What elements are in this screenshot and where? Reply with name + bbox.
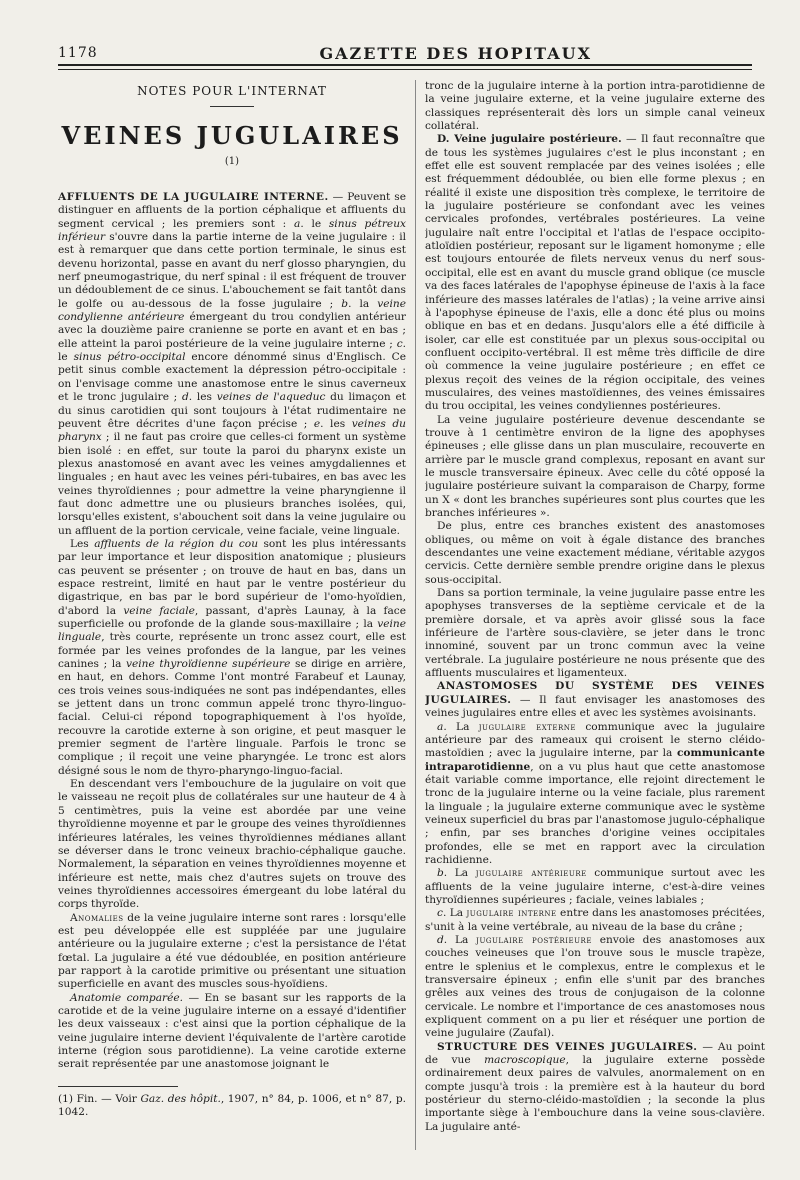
text-run: d bbox=[437, 934, 444, 946]
text-run: , passant, d'après Launay, à la face superficielle ou profonde de la glande sous-maxillaire ; la bbox=[58, 604, 406, 630]
paragraph-anatomie-comparee bbox=[58, 992, 406, 1072]
text-run: jugulaire interne bbox=[466, 907, 557, 920]
paragraph-anastomose-a bbox=[425, 721, 765, 868]
text-run: — Au point de vue bbox=[425, 1040, 765, 1067]
text-run: . le bbox=[300, 217, 329, 230]
journal-title: GAZETTE DES HOPITAUX bbox=[319, 43, 592, 63]
title-rule bbox=[210, 106, 254, 107]
paragraph-embouchure: En descendant vers l'embouchure de la jugulaire on voit que le vaisseau ne reçoit plus de collatérales sur une hauteur de 4 à 5 centimètres, puis la veine est abordée par une veine thyroïdienne moyenne et par le groupe des veines thyroïdiennes inférieures latérales, les veines thyroïdiennes médianes allant se déverser dans le tronc veineux brachio-céphalique gauche. Normalement, la séparation en veines thyroïdiennes moyenne et inférieure est nette, mais chez d'autres sujets on trouve des veines thyroïdiennes accessoires émergeant du lobe latéral du corps thyroïde. bbox=[58, 778, 406, 911]
paragraph-structure bbox=[425, 1041, 765, 1134]
text-run: jugulaire antérieure bbox=[475, 867, 587, 880]
text-run: — En se basant sur les rapports de la carotide et de la veine jugulaire interne on a essayé d'identifier les deux vaisseaux : c'est ainsi que la portion céphalique de la veine jugulaire interne devient l'équivalente de l'artère carotide interne (région sous parotidienne). La veine carotide externe serait représentée par une anastomose joignant le bbox=[58, 991, 406, 1071]
text-run: . La bbox=[443, 720, 479, 733]
left-column bbox=[58, 80, 406, 1160]
paragraph-portion-terminale: Dans sa portion terminale, la veine jugulaire passe entre les apophyses transverses de la septième cervicale et de la première dorsale, et va après avoir glissé sous la face inférieure de l'artère sous-clavière, se jeter dans le tronc innominé, souvent par un tronc commun avec la veine vertébrale. La jugulaire postérieure ne nous présente que des affluents musculaires et ligamenteux. bbox=[425, 587, 765, 680]
text-run: veines du pharynx bbox=[58, 417, 406, 444]
text-run: encore dénommé sinus d'Englisch. Ce petit sinus comble exactement la dépression pétro-occipitale : on l'envisage comme une anastomose entre le sinus caverneux et le tronc jugulaire ; bbox=[58, 351, 406, 404]
text-run: (1) Fin. — Voir bbox=[58, 1092, 141, 1105]
text-run: envoie des anastomoses aux couches veineuses que l'on trouve sous le muscle trapèze, entre le splenius et le complexus, entre le complexus et le transversaire épineux ; enfin elle s'unit par des branches grêles aux veines des trous de conjugaison de la colonne cervicale. Le nombre et l'importance de ces anastomoses nous expliquent comment on a pu lier et réséquer une portion de veine jugulaire (Zaufal). bbox=[425, 934, 765, 1040]
text-run: veine linguale bbox=[58, 618, 406, 644]
paragraph-affluents-cou bbox=[58, 538, 406, 778]
text-run: . La bbox=[443, 934, 477, 946]
text-run: se dirige en arrière, en haut, en dehors. Comme l'ont montré Farabeuf et Launay, ces trois veines sous-indiquées ne sont pas indépendantes, elles se jettent dans un tronc commun appelé tronc thyro-linguo-facial. Celui-ci répond topographiquement à l'os hyoïde, recouvre la carotide externe à son origine, et peut masquer le premier segment de l'artère linguale. Parfois le tronc se complique ; il reçoit une veine pharyngée. Le tronc est alors désigné sous le nom de thyro-pharyngo-linguo-facial. bbox=[58, 658, 406, 777]
text-run: . la bbox=[348, 297, 378, 310]
text-run: veine thyroïdienne supérieure bbox=[126, 658, 291, 671]
text-run: de la veine jugulaire interne sont rares : lorsqu'elle est peu développée elle est suppléée par une jugulaire antérieure ou la jugulaire externe ; c'est la persistance de l'état fœtal. La jugulaire a été vue dédoublée, en position antérieure par rapport à la carotide primitive ou présentant une situation superficielle en avant des muscles sous-hyoïdiens. bbox=[58, 911, 406, 991]
text-run: e bbox=[313, 417, 321, 430]
paragraph-jugulaire-posterieure bbox=[425, 133, 765, 413]
text-run: macroscopique bbox=[484, 1054, 566, 1067]
text-run: sinus pétro-occipital bbox=[73, 351, 186, 364]
section-heading: STRUCTURE DES VEINES JUGULAIRES. bbox=[437, 1040, 698, 1053]
subheading-anatomie-comparee: Anatomie comparée. bbox=[70, 991, 183, 1004]
title-footnote-marker: (1) bbox=[224, 156, 240, 167]
paragraph-anastomose-c bbox=[425, 907, 765, 934]
text-run: affluents de la région du cou bbox=[94, 537, 259, 550]
paragraph-anastomoses bbox=[425, 680, 765, 720]
text-run: sont les plus intéressants par leur importance et leur disposition anatomique ; plusieurs cas peuvent se présenter ; on trouve de haut en bas, dans un espace restreint, limité en haut par le ventre postérieur du digastrique, en bas par le bord supérieur de l'omo-hyoïdien, d'abord la bbox=[58, 537, 406, 617]
text-run: Gaz. des hôpit. bbox=[140, 1092, 221, 1105]
text-run: a bbox=[437, 720, 444, 733]
paragraph-anastomose-b bbox=[425, 867, 765, 907]
paragraph-affluents-jugulaire-interne bbox=[58, 191, 406, 538]
text-run: ; il ne faut pas croire que celles-ci forment un système bien isolé : en effet, sur toute la paroi du pharynx existe un plexus anastomosé en avant avec les veines amygdaliennes et linguales ; en haut avec les veines péri-tubaires, en bas avec les veines thyroïdiennes ; pour admettre la veine pharyngienne il faut donc admettre une ou plusieurs branches isolées, qui, lorsqu'elles existent, s'abouchent soit dans la veine jugulaire ou un affluent de la portion cervicale, veine faciale, veine linguale. bbox=[58, 431, 406, 537]
text-run: d bbox=[181, 391, 189, 404]
text-run: jugulaire externe bbox=[478, 720, 576, 733]
paragraph-anomalies bbox=[58, 912, 406, 992]
text-run: . le bbox=[58, 337, 406, 364]
paragraph-continuation: tronc de la jugulaire interne à la portion intra-parotidienne de la veine jugulaire externe, et la veine jugulaire externe des classiques représenterait dès lors un simple canal veineux collatéral. bbox=[425, 80, 765, 133]
column-divider bbox=[415, 80, 416, 1150]
text-run: — Peuvent se distinguer en affluents de la portion céphalique et affluents du segment cervical ; les premiers sont : bbox=[58, 191, 406, 230]
text-run: c bbox=[396, 337, 403, 350]
paragraph-anastomose-d bbox=[425, 934, 765, 1041]
text-run: . La bbox=[442, 907, 467, 920]
text-run: du limaçon et du sinus carotidien qui sont toujours à l'état rudimentaire ne peuvent être décrites d'une façon précise ; bbox=[58, 391, 406, 430]
text-run: Les bbox=[70, 537, 95, 550]
text-run: . La bbox=[443, 867, 476, 880]
text-run: émergeant du trou condylien antérieur avec la douzième paire cranienne se porte en avant et en bas ; elle atteint la paroi postérieure de la veine jugulaire interne ; bbox=[58, 311, 406, 350]
text-run: — Il faut envisager les anastomoses des veines jugulaires entre elles et avec les systèmes avoisinants. bbox=[425, 693, 765, 720]
text-run: — Il faut reconnaître que de tous les systèmes jugulaires c'est le plus inconstant ; en effet elle est souvent remplacée par des veines isolées ; elle est fréquemment dédoublée, ou bien elle forme plexus ; en réalité il existe une disposition très complexe, le territoire de la jugulaire postérieure se confondant avec les veines cervicales profondes, vertébrales postérieures. La veine jugulaire naît entre l'occipital et l'atlas de l'espace occipito-atloïdien postérieur, reposant sur le ligament homonyme ; elle est toujours entourée de filets nerveux venus du nerf sous-occipital, elle est en avant du muscle grand oblique (ce muscle va des faces latérales de l'apophyse épineuse de l'axis à la face inférieure des masses latérales de l'atlas) ; la veine arrive ainsi à l'apophyse épineuse de l'axis, elle a donc été plus ou moins oblique en bas et en dedans. Jusqu'alors elle a été difficile à isoler, car elle est constituée par un plexus sous-occipital ou confluent occipito-vertébral. Il est même très difficile de dire où commence la veine jugulaire postérieure ; en effet ce plexus reçoit des veines de la région occipitale, des veines musculaires, des veines mastoïdiennes, des veines émissaires du trou occipital, les veines condyliennes postérieures. bbox=[425, 133, 765, 413]
right-column bbox=[425, 80, 765, 1160]
section-heading: AFFLUENTS DE LA JUGULAIRE INTERNE. bbox=[58, 191, 329, 203]
text-run: , 1907, n° 84, p. 1006, et n° 87, p. 1042. bbox=[58, 1092, 406, 1118]
subheading-anomalies: Anomalies bbox=[70, 911, 124, 924]
header-rule-thick bbox=[58, 64, 752, 66]
section-label: NOTES POUR L'INTERNAT bbox=[137, 84, 327, 98]
page-header bbox=[58, 42, 752, 64]
text-run: communique avec la jugulaire antérieure par des rameaux qui croisent le sterno cléido-mastoïdien ; avec la jugulaire interne, par la bbox=[425, 720, 765, 760]
text-run: veines de l'aqueduc bbox=[216, 391, 326, 404]
text-run: veine condylienne antérieure bbox=[58, 297, 406, 324]
footnote-rule bbox=[58, 1086, 178, 1087]
paragraph-descendante: La veine jugulaire postérieure devenue descendante se trouve à 1 centimètre environ de la ligne des apophyses épineuses ; elle glisse dans un plan musculaire, recouverte en arrière par le muscle grand complexus, reposant en avant sur le muscle transversaire épineux. Avec celle du côté opposé la jugulaire postérieure suivant la comparaison de Charpy, forme un X « dont les branches supérieures sont plus courtes que les branches inférieures ». bbox=[425, 413, 765, 519]
text-run: veine faciale bbox=[123, 604, 195, 617]
text-run: , on a vu plus haut que cette anastomose était variable comme importance, elle rejoint directement le tronc de la jugulaire interne ou la veine faciale, plus rarement la linguale ; la jugulaire externe communique avec le système veineux superficiel du bras par l'anastomose jugulo-céphalique ; enfin, par ses branches d'origine veines occipitales profondes, elle se met en rapport avec la circulation rachidienne. bbox=[425, 760, 765, 866]
text-run: c bbox=[437, 907, 443, 920]
footnote bbox=[58, 1093, 406, 1119]
text-run: . les bbox=[320, 417, 352, 430]
text-run: a bbox=[293, 217, 301, 230]
article-title-text: VEINES JUGULAIRES bbox=[61, 121, 403, 150]
text-run: b bbox=[341, 297, 349, 310]
text-run: communicante intraparotidienne bbox=[425, 747, 765, 773]
header-rule-thin bbox=[58, 69, 752, 70]
text-run: b bbox=[437, 867, 444, 880]
text-run: sinus pétreux inférieur bbox=[58, 217, 406, 244]
page-number: 1178 bbox=[58, 45, 98, 61]
text-run: . les bbox=[188, 391, 217, 404]
text-run: communique surtout avec les affluents de la veine jugulaire interne, c'est-à-dire veines thyroïdiennes supérieures ; faciale, veines labiales ; bbox=[425, 867, 765, 906]
text-run: jugulaire postérieure bbox=[476, 934, 592, 946]
article-title bbox=[58, 121, 406, 179]
text-run: entre dans les anastomoses précitées, s'unit à la veine vertébrale, au niveau de la base du crâne ; bbox=[425, 907, 765, 933]
section-heading: ANASTOMOSES DU SYSTÈME DES VEINES JUGULAIRES. bbox=[425, 680, 765, 706]
text-run: , très courte, représente un tronc assez court, elle est formée par les veines profondes de la langue, par les veines canines ; la bbox=[58, 631, 406, 671]
subheading-jugulaire-posterieure: D. Veine jugulaire postérieure. bbox=[437, 133, 622, 146]
text-run: , la jugulaire externe possède ordinairement deux paires de valvules, anormalement on en compte jusqu'à trois : la première est à la hauteur du bord postérieur du sterno-cléido-mastoïdien ; la seconde la plus importante siège à l'embouchure dans la veine sous-clavière. La jugulaire anté- bbox=[425, 1054, 765, 1133]
paragraph-anastomoses-obliques: De plus, entre ces branches existent des anastomoses obliques, ou même on voit à égale distance des branches descendantes une veine exactement médiane, véritable azygos cervicis. Cette dernière semble prendre origine dans le plexus sous-occipital. bbox=[425, 520, 765, 586]
text-run: s'ouvre dans la partie interne de la veine jugulaire : il est à remarquer que dans cette portion terminale, le sinus est devenu horizontal, passe en avant du nerf glosso pharyngien, du nerf pneumogastrique, du nerf spinal : il est fréquent de trouver un dédoublement de ce sinus. L'abouchement se fait tantôt dans le golfe ou au-dessous de la fosse jugulaire ; bbox=[58, 231, 406, 310]
